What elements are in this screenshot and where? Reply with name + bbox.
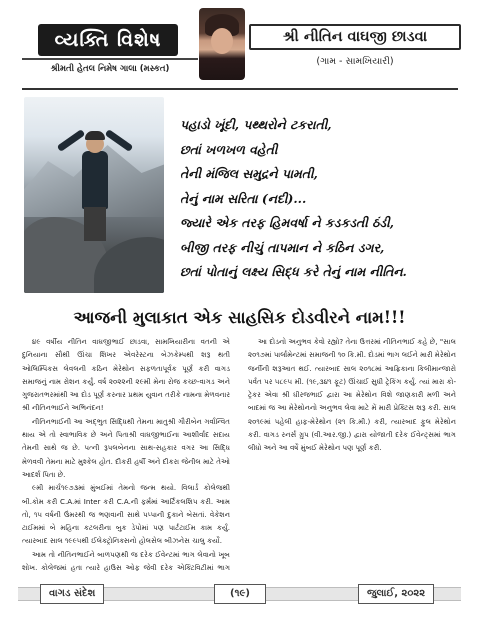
footer-page-number: (૧૯) [214, 584, 266, 604]
paragraph: આ દોડનો અનુભવ કેવો રહ્યો? તેના ઉત્તરમાં નીતિનભાઈ કહે છે, "સાલ ૨૦૧૭માં પાર્લામેન્ટમાં સમાજની ૧૦ કિ.મી. દોડમાં ભાગ લઈને મારી મેરેથોન જર્નીની શરૂઆત થઈ. ત્યારબાદ સાલ ૨૦૧૮માં આફ્રિકાના કિલીમાન્જારો પર્વત પર ૫૮૯૫ મી. (૧૯,૩૪૧ ફૂટ) ઊંચાઈ સુધી ટ્રેકિંગ કર્યું. ત્યાં મારા કો-ટ્રેકર એવા શ્રી ધીરજભાઈ દ્વારા આ મેરેથોન વિશે જાણકારી મળી અને બાદમાં જ આ મેરેથોનનો અનુભવ લેવા માટે મેં મારી પ્રેક્ટિસ શરૂ કરી. સાલ ૨૦૧૯માં પહેલી હાફ-મેરેથોન (૨૧ કિ.મી.) કરી, ત્યારબાદ ફુલ મેરેથોન કરી. વાગડ રનર્સ ગ્રુપ (વી.આર.જી.) દ્વારા યોજાતી દરેક ઈવેન્ટ્સમાં ભાગ લીધો અને આ વર્ષે મુંબઈ મેરેથોન પણ પૂર્ણ કરી. [248, 337, 456, 453]
column-badge-block [22, 18, 192, 78]
article-column-right [248, 335, 456, 575]
header-divider [22, 88, 458, 90]
poem [180, 113, 470, 303]
footer-issue-date: જુલાઈ, ૨૦૨૨ [358, 584, 434, 604]
article-headline: આજની મુલાકાત એક સાહસિક દોડવીરને નામ!!! [73, 308, 406, 327]
photo-person [82, 151, 108, 209]
poem-line: તેની મંજિલ સમુદ્રને પામતી, [180, 166, 318, 181]
page-footer [18, 582, 461, 606]
author-photo [199, 8, 245, 80]
photo-arm [57, 129, 86, 152]
paragraph: નીતિનભાઈની આ અદ્ભુત સિદ્ધિથી તેમના માતુશ્રી ગૌરીબેન ગર્વાન્વિત થાય એ તો સ્વાભાવિક છે અને પિતાશ્રી વાઘજીભાઈના આશીર્વાદ સદાય તેમની સાથે જ છે. પત્ની રૂપલબેનના સાથ-સહકાર વગર આ સિદ્ધિ મેળવવી તેમના માટે મુશ્કેલ હોત. દીકરી હર્ષી અને દીકરા જેનીલ માટે તેઓ આદર્શ પિતા છે. [22, 416, 230, 479]
runner-photo [24, 97, 164, 293]
subject-village: (ગામ - સામખિયારી) [316, 56, 394, 67]
photo-rock [94, 237, 164, 293]
poem-line: છતાં ખળખળ વહેતી [180, 141, 278, 157]
poem-line: તેનું નામ સરિતા (નદી)... [180, 190, 307, 206]
photo-legs [84, 207, 106, 241]
author-photo-face [211, 28, 233, 54]
paragraph: ૯મી માર્ચ૧૯૭૩માં મુંબઈમાં તેમનો જન્મ થયો. વિલાર્ડ કોલેજથી બી.કોમ કરી C.A.માં Inter કરી C.A.ની ફર્મમાં આર્ટિકલશિપ કરી. આમ તો, ૧૫ વર્ષની ઉંમરથી જ ભણવાની સાથે પપ્પાની દુકાને બેસતાં. વેકેશન ટાઈમમાં બે મહિના કટલરીના બુક ડેપોમાં પણ પાર્ટટાઈમ કામ કર્યું. ત્યારબાદ સાલ ૧૯૯૫થી ઈલેક્ટ્રોનિક્સનો હોલસેલ બીઝનેસ ચાલુ કર્યો. [22, 483, 230, 546]
poem-line: જ્યારે એક તરફ હિમવર્ષા ને કડકડતી ઠંડી, [180, 215, 394, 230]
article-column-left [22, 335, 230, 575]
poem-line: પહાડો ખૂંદી, પથ્થરોને ટકરાતી, [180, 117, 332, 132]
paragraph: આમ તો નીતિનભાઈને બાળપણથી જ દરેક ઈવેન્ટમાં ભાગ લેવાનો ખૂબ શોખ. કોલેજમાં હતા ત્યારે હાઉસ ઓફ જેવી દરેક એક્ટિવિટીમાં ભાગ [22, 549, 230, 573]
badge-divider [22, 58, 198, 60]
poem-line: છતાં પોતાનું લક્ષ્ય સિદ્ધ કરે તેનું નામ નીતિન. [180, 264, 407, 279]
subject-title-block [249, 24, 461, 78]
author-name: શ્રીમતી હેતલ નિમેષ ગાલા (મસ્કત) [50, 64, 170, 74]
subject-name: શ્રી નીતિન વાઘજી છાડવા [249, 24, 461, 50]
poem-line: બીજી તરફ નીચું તાપમાન ને કઠિન ડગર, [180, 239, 385, 255]
paragraph: ૪૯ વર્ષીય નીતિન વાઘજીભાઈ છાડવા, સામખિયારીના વતની એ દુનિયાના સૌથી ઊંચા શિખર એવરેસ્ટના બેઝકેમ્પથી શરૂ થતી ઓલિમ્પિકસ લેવલની કઠિન મેરેથોન સફળતાપૂર્વક પૂર્ણ કરી વાગડ સમાજનું નામ રોશન કર્યું. વર્ષ ૨૦૨૨ની ૨૯મી મેના રોજ કચ્છ-વાગડ અને ગુજરાતભરમાંથી આ દોડ પૂર્ણ કરનાર પ્રથમ યુવાન તરીકે નામના મેળવનાર શ્રી નીતિનભાઈને અભિનંદન! [22, 337, 230, 413]
column-badge: વ્યક્તિ વિશેષ [38, 24, 178, 56]
photo-cap [85, 131, 105, 140]
footer-magazine-name: વાગડ સંદેશ [40, 584, 104, 604]
